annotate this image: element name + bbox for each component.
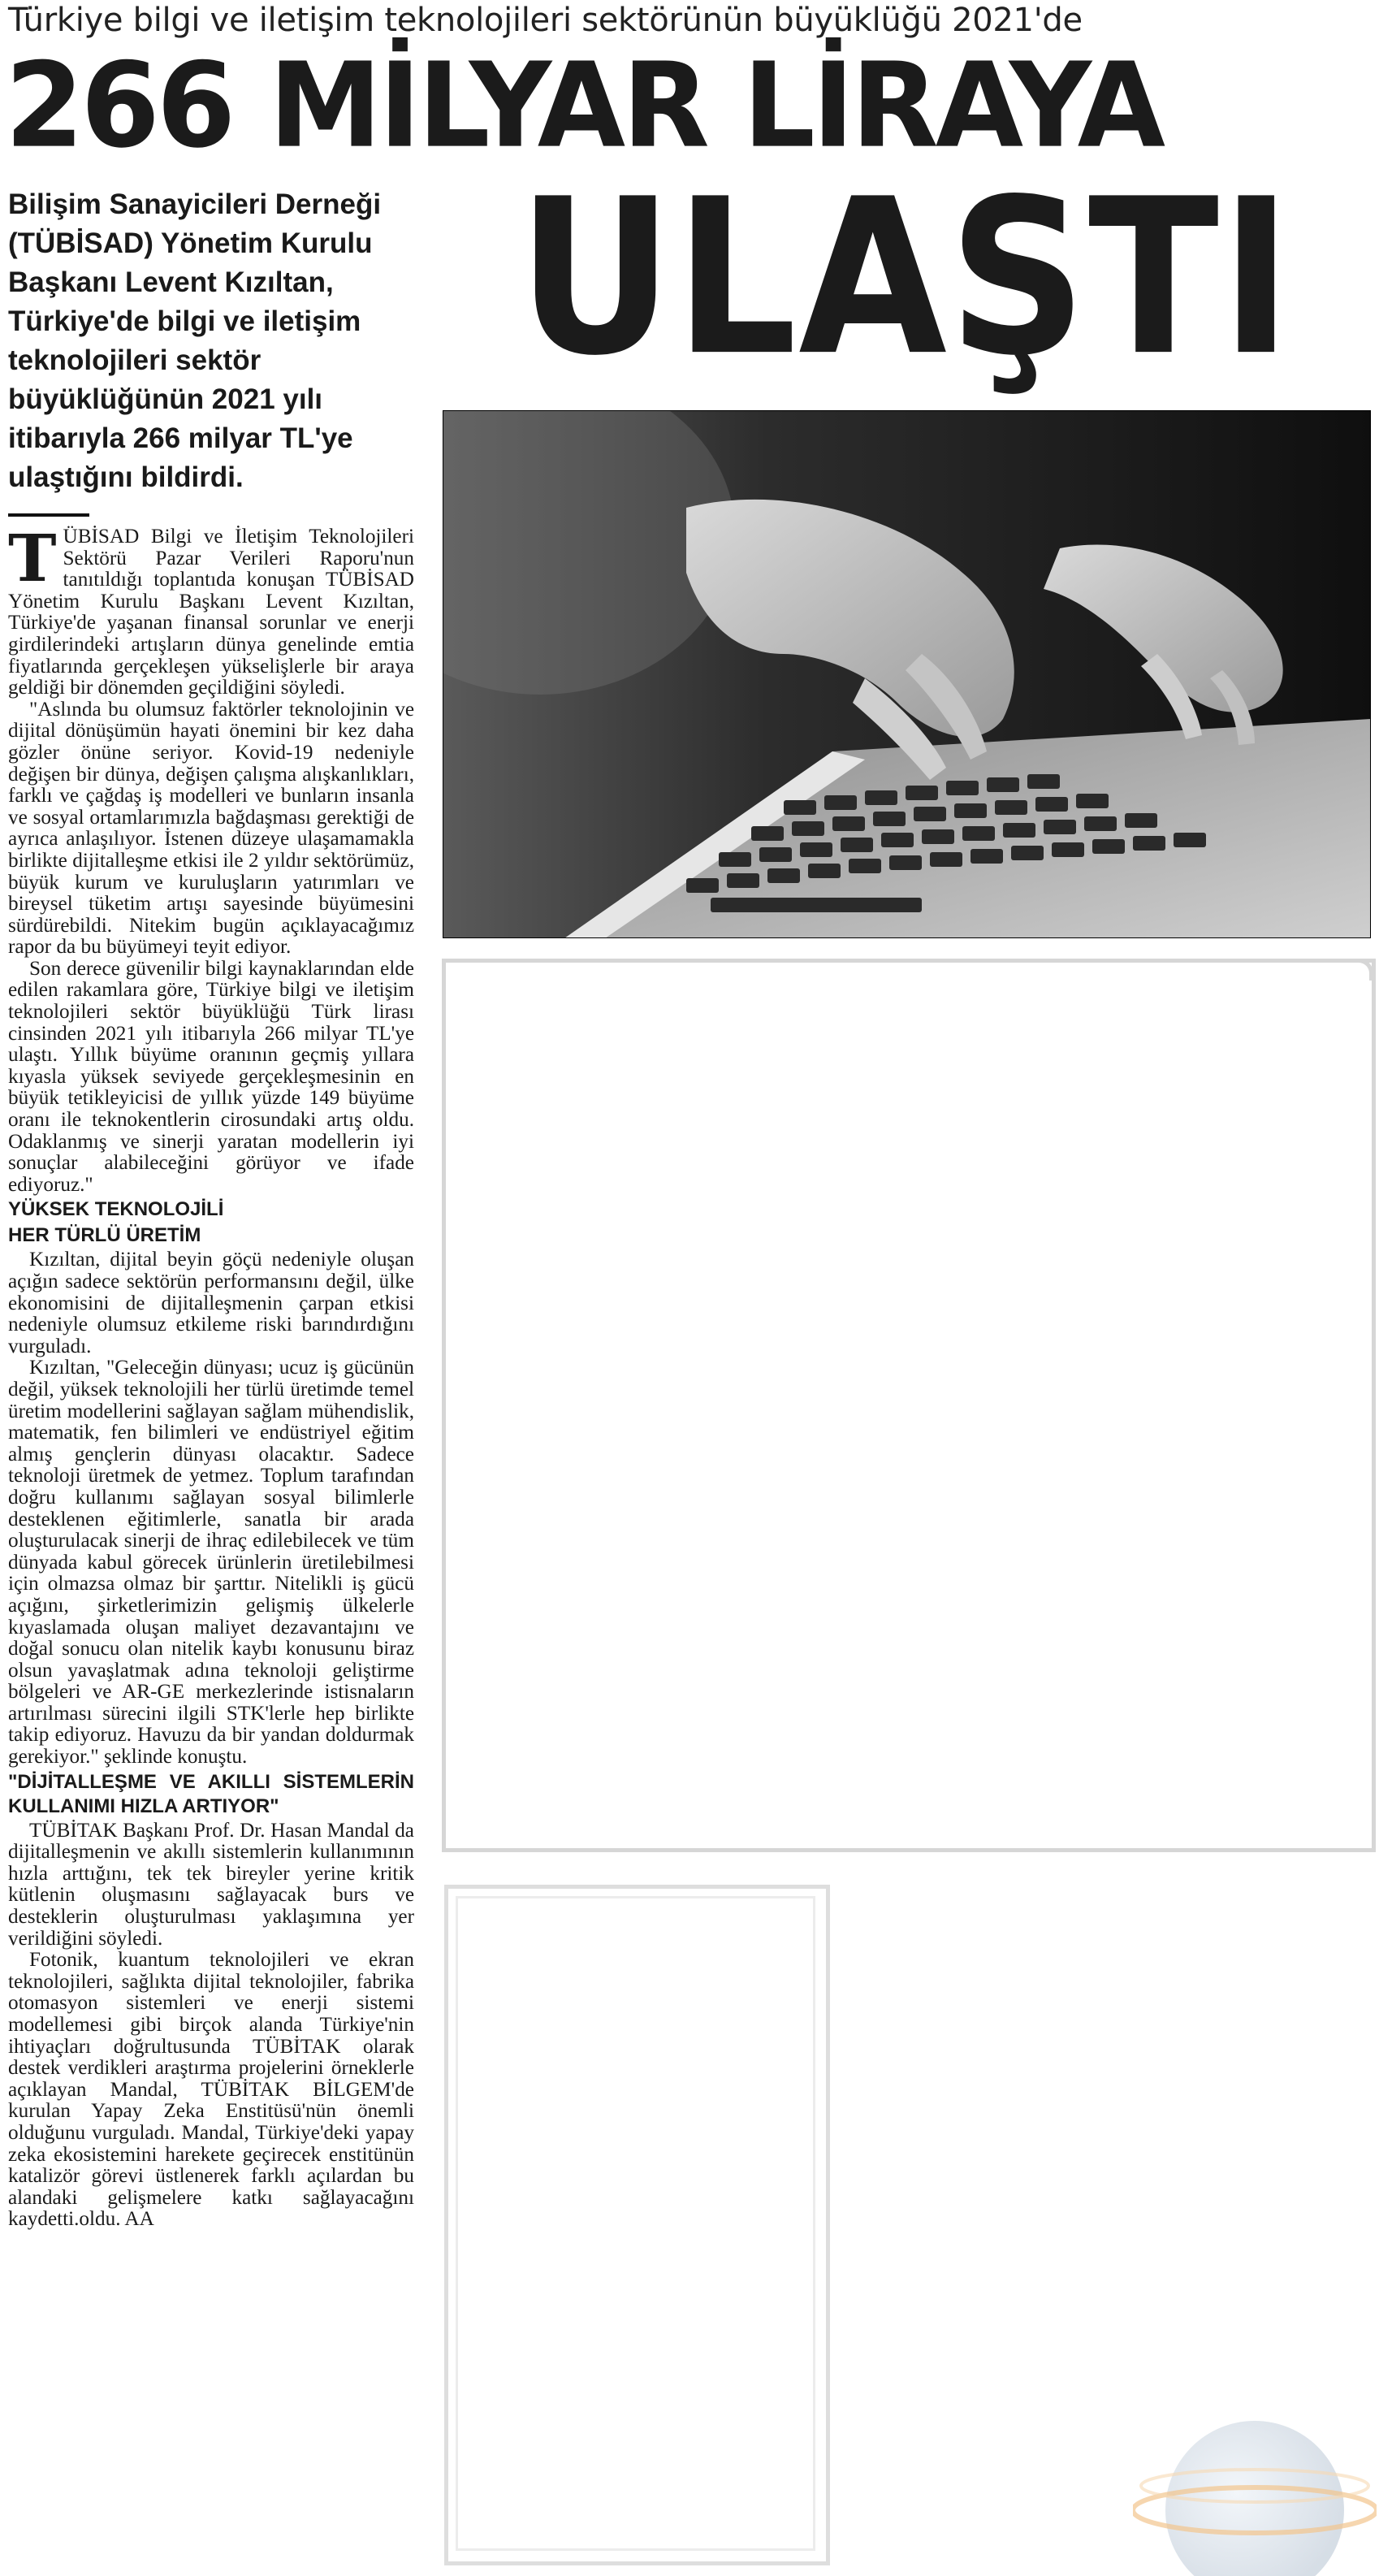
lede-divider	[8, 513, 89, 517]
paragraph: Kızıltan, dijital beyin göçü nedeniyle oluşan açığın sadece sektörün performansını değil, ülke ekonomisini de dijitalleşmenin çarpan etkisi nedeniyle olumsuz etkileme riski barındırdığını vurguladı.	[8, 1249, 414, 1357]
headline-line-2: ULAŞTI	[517, 152, 1294, 403]
article-body	[8, 520, 414, 2231]
paragraph-text: ÜBİSAD Bilgi ve İletişim Teknolojileri Sektörü Pazar Verileri Raporu'nun tanıtıldığı toplantıda konuşan TÜBİSAD Yönetim Kurulu Başkanı Levent Kızıltan, Türkiye'de yaşanan finansal sorunlar ve enerji girdilerindeki artışların dünya genelinde emtia fiyatlarında gerçekleşen yükselişlerle bir araya geldiği bir dönemden geçildiğini söyledi.	[8, 526, 414, 699]
laptop-typing-photo	[443, 410, 1371, 938]
subheading: "DİJİTALLEŞME VE AKILLI SİSTEMLERİN KULLANIMI HIZLA ARTIYOR"	[8, 1770, 414, 1817]
paragraph: Son derece güvenilir bilgi kaynaklarından elde edilen rakamlara göre, Türkiye bilgi ve iletişim teknolojileri sektör büyüklüğü Türk lirası cinsinden 2021 yılı itibarıyla 266 milyar TL'ye ulaştı. Yıllık büyüme oranının geçmiş yıllara kıyasla yüksek seviyede gerçekleşmesinin en büyük tetikleyicisi de yıllık yüzde 149 büyüme oranı ile teknokentlerin cirosundaki artış oldu. Odaklanmış ve sinerji yaratan modellerin iyi sonuçlar alabileceğini görüyor ve ifade ediyoruz."	[8, 957, 414, 1196]
globe-watermark-icon	[1133, 2388, 1377, 2576]
paragraph: Fotonik, kuantum teknolojileri ve ekran teknolojileri, sağlıkta dijital teknolojiler, fabrika otomasyon sistemleri ve enerji sistemi modellemesi gibi birçok alanda Türkiye'nin ihtiyaçları doğrultusunda TÜBİTAK olarak destek verdikleri araştırma projelerini örneklerle açıklayan Mandal, TÜBİTAK BİLGEM'de kurulan Yapay Zeka Enstitüsü'nün önemli olduğunu vurguladı. Mandal, Türkiye'deki yapay zeka ekosistemini harekete geçirecek enstitünün katalizör görevi üstlenerek farklı açılardan bu alandaki gelişmelere katkı sağlayacağını kaydetti.oldu. AA	[8, 1949, 414, 2231]
ad-placeholder-frame	[442, 959, 1376, 1852]
paragraph: Kızıltan, "Geleceğin dünyası; ucuz iş gücünün değil, yüksek teknolojili her türlü üretimde temel üretim modellerini sağlayan sağlam mühendislik, matematik, fen bilimleri ve endüstriyel eğitim almış gençlerin dünyası olacaktır. Sadece teknoloji üretmek de yetmez. Toplum tarafından doğru kullanımı sağlayan sosyal bilimlerle desteklenen eğitimlerle, sanatla bir arada oluşturulacak sinerji de ihraç edilebilecek ve tüm dünyada kabul görecek ürünlerin üretilebilmesi için olmazsa olmaz bir şarttır. Nitelikli iş gücü açığını, şirketlerimizin gelişmiş ülkelerle kıyaslamada oluşan maliyet dezavantajını ve doğal sonucu olan nitelik kaybı konusunu biraz olsun yavaşlatmak adına teknoloji geliştirme bölgeleri ve AR-GE merkezlerinde istisnaların artırılması sürecini ilgili STK'lerle hep birlikte takip ediyoruz. Havuzu da bir yandan doldurmak gerekiyor." şeklinde konuştu.	[8, 1357, 414, 1769]
article-kicker: Türkiye bilgi ve iletişim teknolojileri sektörünün büyüklüğü 2021'de	[8, 2, 1083, 39]
paragraph: "Aslında bu olumsuz faktörler teknolojinin ve dijital dönüşümün hayati önemini bir kez daha gözler önüne seriyor. Kovid-19 nedeniyle değişen bir dünya, değişen çalışma alışkanlıkları, farklı ve çağdaş iş modelleri ve bunların insanla ve sosyal ortamlarımızla bağdaşması gerektiği de ayrıca anlaşılıyor. İstenen düzeye ulaşamamakla birlikte dijitalleşme etkisi ile 2 yıldır sektörümüz, büyük kurum ve kuruluşların yatırımları ve bireysel tüketim artışı sayesinde büyümesini sürdürebildi. Nitekim bugün açıklayacağımız rapor da bu büyümeyi teyit ediyor.	[8, 698, 414, 959]
drop-cap: T	[8, 520, 57, 596]
subheading: YÜKSEK TEKNOLOJİLİ	[8, 1198, 224, 1221]
paragraph: TÜBİTAK Başkanı Prof. Dr. Hasan Mandal da dijitalleşmenin ve akıllı sistemlerin kullanımının hızla arttığını, tek tek bireyler yerine kritik kütlenin oluşmasını sağlayacak burs ve desteklerin oluşturulması yaklaşımına yer verildiğini söyledi.	[8, 1819, 414, 1950]
headline-line-1: 266 MİLYAR LİRAYA	[5, 37, 1163, 175]
paragraph	[8, 520, 414, 699]
article-lede: Bilişim Sanayicileri Derneği (TÜBİSAD) Yönetim Kurulu Başkanı Levent Kızıltan, Türkiye'de bilgi ve iletişim teknolojileri sektör büyüklüğünün 2021 yılı itibarıyla 266 milyar TL'ye ulaştığını bildirdi.	[8, 188, 382, 493]
secondary-frame-inner	[456, 1896, 815, 2551]
subheading: HER TÜRLÜ ÜRETİM	[8, 1224, 201, 1247]
